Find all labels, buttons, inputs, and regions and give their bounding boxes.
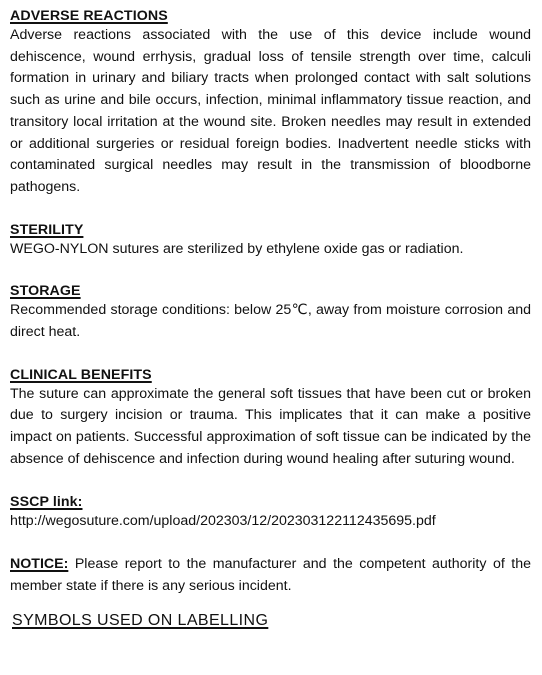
sterility-text: WEGO-NYLON sutures are sterilized by ethylene oxide gas or radiation. xyxy=(10,240,464,257)
adverse-reactions-heading: ADVERSE REACTIONS xyxy=(10,8,168,24)
adverse-reactions-section xyxy=(10,7,531,199)
adverse-reactions-text: Adverse reactions associated with the use of this device include wound dehiscence, wound errhysis, gradual loss of tensile strength over time, calculi formation in urinary and biliary tracts when prolonged contact with salt solutions such as urine and bile occurs, infection, minimal inflammatory tissue reaction, and transitory local irritation at the wound site. Broken needles may result in extended or additional surgeries or residual foreign bodies. Inadvertent needle sticks with contaminated surgical needles may result in the transmission of bloodborne pathogens. xyxy=(10,27,531,195)
spacer xyxy=(10,598,531,611)
notice-text xyxy=(10,554,531,597)
storage-heading: STORAGE xyxy=(10,283,81,300)
spacer xyxy=(10,260,531,282)
sscp-link[interactable]: http://wegosuture.com/upload/202303/12/202303122112435695.pdf xyxy=(10,512,436,529)
storage-section xyxy=(10,282,531,343)
symbols-section xyxy=(10,611,531,631)
notice-label: NOTICE: xyxy=(10,556,69,573)
clinical-benefits-text: The suture can approximate the general soft tissues that have been cut or broken due to surgery incision or trauma. This implicates that it can make a positive impact on patients. Successful approximation of soft tissue can be indicated by the absence of dehiscence and infection during wound healing after suturing wound. xyxy=(10,385,531,467)
sterility-heading: STERILITY xyxy=(10,221,84,238)
notice-body: Please report to the manufacturer and the competent authority of the member state if there is any serious incident. xyxy=(10,556,531,594)
symbols-heading: SYMBOLS USED ON LABELLING xyxy=(12,611,269,629)
notice-section xyxy=(10,554,531,597)
sscp-section xyxy=(10,493,531,533)
spacer xyxy=(10,344,531,366)
spacer xyxy=(10,532,531,554)
spacer xyxy=(10,199,531,221)
sscp-heading: SSCP link: xyxy=(10,493,83,510)
storage-text: Recommended storage conditions: below 25℃, away from moisture corrosion and direct heat. xyxy=(10,302,531,341)
sterility-section xyxy=(10,221,531,261)
spacer xyxy=(10,471,531,493)
clinical-benefits-section xyxy=(10,366,531,471)
clinical-benefits-heading: CLINICAL BENEFITS xyxy=(10,366,152,383)
document xyxy=(10,7,531,631)
